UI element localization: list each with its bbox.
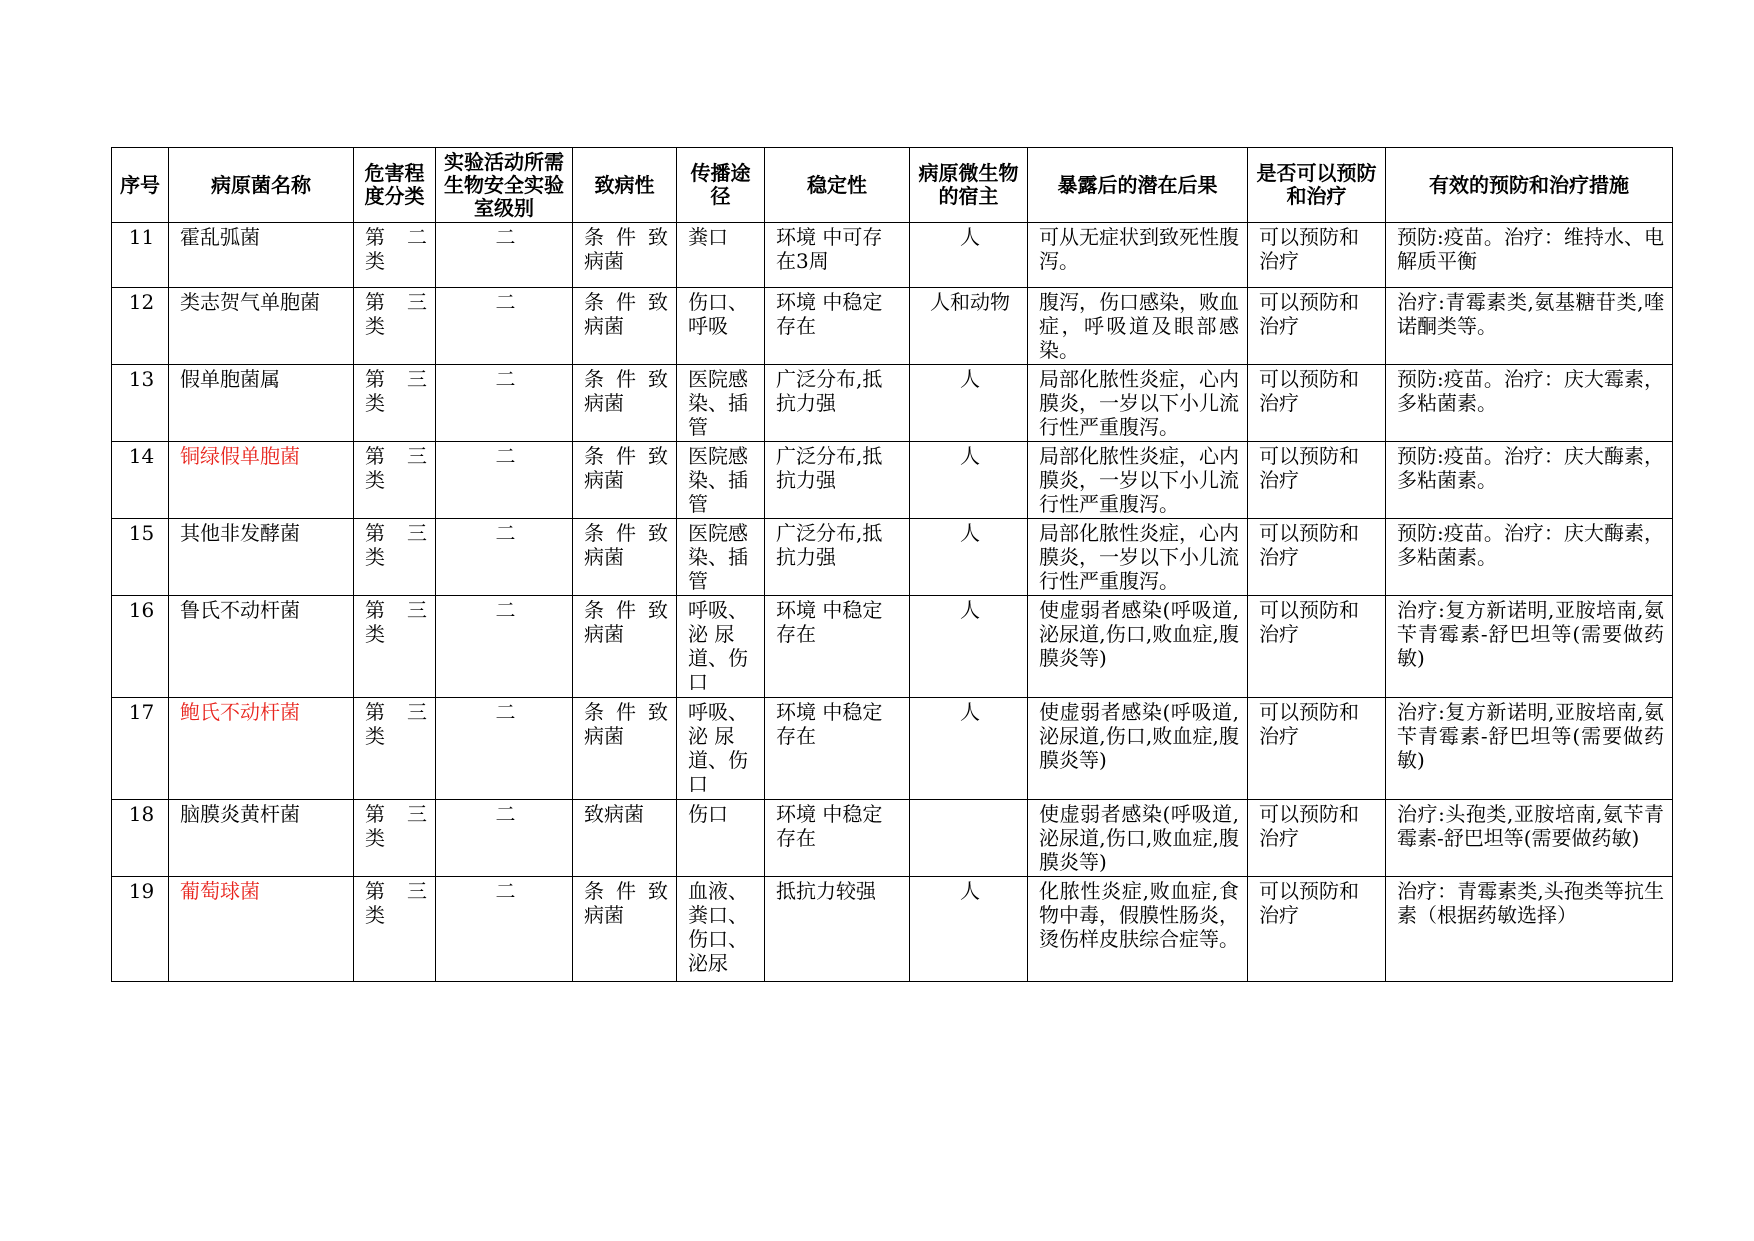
cell-host: 人	[910, 223, 1028, 288]
cell-stability: 环境 中稳定存在	[765, 698, 910, 800]
cell-host: 人	[910, 877, 1028, 982]
cell-pathogenicity: 条 件 致 病菌	[573, 519, 677, 596]
cell-transmission: 血液、粪口、伤口、泌尿	[677, 877, 765, 982]
cell-level: 二	[436, 288, 573, 365]
cell-preventable: 可以预防和治疗	[1248, 519, 1386, 596]
cell-stability: 广泛分布,抵抗力强	[765, 442, 910, 519]
cell-host: 人和动物	[910, 288, 1028, 365]
cell-consequence: 局部化脓性炎症，心内膜炎，一岁以下小儿流行性严重腹泻。	[1028, 519, 1248, 596]
cell-pathogenicity: 条 件 致 病菌	[573, 365, 677, 442]
table-row	[112, 877, 1673, 982]
cell-measures: 治疗:头孢类,亚胺培南,氨苄青霉素-舒巴坦等(需要做药敏)	[1386, 800, 1673, 877]
cell-consequence: 局部化脓性炎症，心内膜炎，一岁以下小儿流行性严重腹泻。	[1028, 365, 1248, 442]
cell-no: 17	[112, 698, 169, 800]
cell-stability: 抵抗力较强	[765, 877, 910, 982]
cell-hazard: 第 三 类	[354, 800, 436, 877]
cell-consequence: 使虚弱者感染(呼吸道,泌尿道,伤口,败血症,腹膜炎等)	[1028, 698, 1248, 800]
cell-pathogenicity: 条 件 致 病菌	[573, 223, 677, 288]
header-host: 病原微生物的宿主	[910, 148, 1028, 223]
table-row	[112, 365, 1673, 442]
cell-level: 二	[436, 519, 573, 596]
cell-preventable: 可以预防和治疗	[1248, 877, 1386, 982]
cell-hazard: 第 三 类	[354, 519, 436, 596]
cell-no: 13	[112, 365, 169, 442]
cell-level: 二	[436, 442, 573, 519]
table-row	[112, 596, 1673, 698]
header-name: 病原菌名称	[169, 148, 354, 223]
cell-host: 人	[910, 442, 1028, 519]
cell-stability: 广泛分布,抵抗力强	[765, 365, 910, 442]
cell-consequence: 腹泻，伤口感染，败血症，呼吸道及眼部感染。	[1028, 288, 1248, 365]
header-consequence: 暴露后的潜在后果	[1028, 148, 1248, 223]
header-preventable: 是否可以预防和治疗	[1248, 148, 1386, 223]
cell-hazard: 第 三 类	[354, 442, 436, 519]
cell-consequence: 可从无症状到致死性腹泻。	[1028, 223, 1248, 288]
header-measures: 有效的预防和治疗措施	[1386, 148, 1673, 223]
header-transmission: 传播途径	[677, 148, 765, 223]
cell-no: 12	[112, 288, 169, 365]
cell-host: 人	[910, 698, 1028, 800]
cell-transmission: 呼吸、泌 尿道、伤口	[677, 596, 765, 698]
cell-pathogenicity: 条 件 致 病菌	[573, 288, 677, 365]
cell-transmission: 医院感染、插管	[677, 519, 765, 596]
header-row	[112, 148, 1673, 223]
cell-level: 二	[436, 877, 573, 982]
cell-stability: 广泛分布,抵抗力强	[765, 519, 910, 596]
table-row	[112, 223, 1673, 288]
cell-no: 15	[112, 519, 169, 596]
table-row	[112, 698, 1673, 800]
table-row	[112, 288, 1673, 365]
cell-stability: 环境 中可存在3周	[765, 223, 910, 288]
cell-consequence: 局部化脓性炎症，心内膜炎，一岁以下小儿流行性严重腹泻。	[1028, 442, 1248, 519]
cell-hazard: 第 二 类	[354, 223, 436, 288]
cell-no: 14	[112, 442, 169, 519]
cell-measures: 治疗:复方新诺明,亚胺培南,氨苄青霉素-舒巴坦等(需要做药敏)	[1386, 596, 1673, 698]
cell-preventable: 可以预防和治疗	[1248, 288, 1386, 365]
header-biosafety: 实验活动所需生物安全实验室级别	[436, 148, 573, 223]
table-row	[112, 442, 1673, 519]
cell-pathogenicity: 条 件 致 病菌	[573, 698, 677, 800]
cell-consequence: 使虚弱者感染(呼吸道,泌尿道,伤口,败血症,腹膜炎等)	[1028, 800, 1248, 877]
cell-preventable: 可以预防和治疗	[1248, 442, 1386, 519]
cell-transmission: 伤口、呼吸	[677, 288, 765, 365]
table-row	[112, 800, 1673, 877]
cell-name: 霍乱弧菌	[169, 223, 354, 288]
cell-stability: 环境 中稳定存在	[765, 800, 910, 877]
pathogen-table	[111, 147, 1673, 982]
cell-host: 人	[910, 365, 1028, 442]
cell-host: 人	[910, 519, 1028, 596]
cell-name: 类志贺气单胞菌	[169, 288, 354, 365]
cell-transmission: 呼吸、泌 尿道、伤口	[677, 698, 765, 800]
cell-preventable: 可以预防和治疗	[1248, 698, 1386, 800]
cell-stability: 环境 中稳定存在	[765, 596, 910, 698]
cell-measures: 预防:疫苗。治疗：庆大霉素，多粘菌素。	[1386, 365, 1673, 442]
cell-level: 二	[436, 596, 573, 698]
cell-no: 11	[112, 223, 169, 288]
cell-host	[910, 800, 1028, 877]
cell-hazard: 第 三 类	[354, 596, 436, 698]
cell-transmission: 医院感染、插管	[677, 365, 765, 442]
cell-hazard: 第 三 类	[354, 288, 436, 365]
cell-level: 二	[436, 223, 573, 288]
cell-preventable: 可以预防和治疗	[1248, 596, 1386, 698]
cell-name-highlighted: 铜绿假单胞菌	[169, 442, 354, 519]
cell-level: 二	[436, 365, 573, 442]
cell-measures: 治疗:复方新诺明,亚胺培南,氨苄青霉素-舒巴坦等(需要做药敏)	[1386, 698, 1673, 800]
cell-measures: 治疗：青霉素类,头孢类等抗生素（根据药敏选择）	[1386, 877, 1673, 982]
cell-hazard: 第 三 类	[354, 877, 436, 982]
cell-host: 人	[910, 596, 1028, 698]
cell-measures: 预防:疫苗。治疗：庆大酶素，多粘菌素。	[1386, 442, 1673, 519]
cell-pathogenicity: 条 件 致 病菌	[573, 596, 677, 698]
table-row	[112, 519, 1673, 596]
header-stability: 稳定性	[765, 148, 910, 223]
cell-preventable: 可以预防和治疗	[1248, 365, 1386, 442]
cell-measures: 预防:疫苗。治疗：庆大酶素，多粘菌素。	[1386, 519, 1673, 596]
header-pathogenicity: 致病性	[573, 148, 677, 223]
cell-measures: 治疗:青霉素类,氨基糖苷类,喹诺酮类等。	[1386, 288, 1673, 365]
cell-consequence: 化脓性炎症,败血症,食物中毒，假膜性肠炎，烫伤样皮肤综合症等。	[1028, 877, 1248, 982]
cell-preventable: 可以预防和治疗	[1248, 800, 1386, 877]
cell-pathogenicity: 条 件 致 病菌	[573, 877, 677, 982]
header-hazard: 危害程度分类	[354, 148, 436, 223]
cell-name: 其他非发酵菌	[169, 519, 354, 596]
cell-pathogenicity: 条 件 致 病菌	[573, 442, 677, 519]
cell-transmission: 医院感染、插管	[677, 442, 765, 519]
cell-hazard: 第 三 类	[354, 365, 436, 442]
cell-name: 鲁氏不动杆菌	[169, 596, 354, 698]
cell-transmission: 伤口	[677, 800, 765, 877]
cell-name-highlighted: 葡萄球菌	[169, 877, 354, 982]
cell-hazard: 第 三 类	[354, 698, 436, 800]
cell-no: 18	[112, 800, 169, 877]
cell-transmission: 粪口	[677, 223, 765, 288]
header-no: 序号	[112, 148, 169, 223]
cell-preventable: 可以预防和治疗	[1248, 223, 1386, 288]
cell-no: 19	[112, 877, 169, 982]
cell-name-highlighted: 鲍氏不动杆菌	[169, 698, 354, 800]
cell-stability: 环境 中稳定存在	[765, 288, 910, 365]
cell-name: 脑膜炎黄杆菌	[169, 800, 354, 877]
cell-measures: 预防:疫苗。治疗：维持水、电解质平衡	[1386, 223, 1673, 288]
cell-level: 二	[436, 698, 573, 800]
cell-no: 16	[112, 596, 169, 698]
cell-pathogenicity: 致病菌	[573, 800, 677, 877]
cell-name: 假单胞菌属	[169, 365, 354, 442]
cell-consequence: 使虚弱者感染(呼吸道,泌尿道,伤口,败血症,腹膜炎等)	[1028, 596, 1248, 698]
cell-level: 二	[436, 800, 573, 877]
